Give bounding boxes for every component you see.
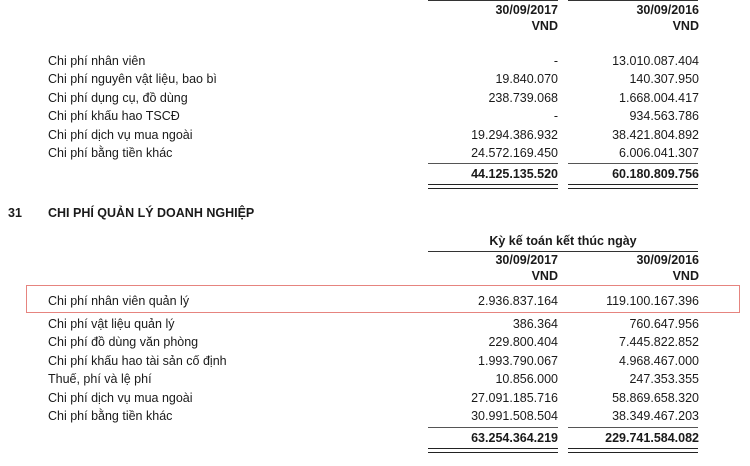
subtotal-rule-2017 — [428, 163, 558, 164]
value-2016: 13.010.087.404 — [612, 54, 699, 68]
row-label: Chi phí bằng tiền khác — [48, 409, 173, 423]
row-label: Chi phí nhân viên — [48, 54, 146, 68]
total-2016: 229.741.584.082 — [605, 431, 699, 445]
row-label: Thuế, phí và lệ phí — [48, 372, 152, 386]
period-header: Kỳ kế toán kết thúc ngày — [489, 234, 637, 248]
row-label: Chi phí nhân viên quản lý — [48, 294, 190, 308]
total-2017: 44.125.135.520 — [471, 167, 558, 181]
total-double-rule-2017 — [428, 448, 558, 453]
value-2016: 4.968.467.000 — [619, 354, 699, 368]
subtotal-rule-2017 — [428, 427, 558, 428]
section-number: 31 — [8, 206, 22, 220]
total-double-rule-2017 — [428, 184, 558, 189]
col-2017-date: 30/09/2017 — [495, 3, 558, 17]
value-2016: 38.421.804.892 — [612, 128, 699, 142]
subtotal-rule-2016 — [568, 163, 698, 164]
value-2016: 140.307.950 — [629, 72, 699, 86]
value-2017: 1.993.790.067 — [478, 354, 558, 368]
value-2016: 6.006.041.307 — [619, 146, 699, 160]
row-label: Chi phí vật liệu quản lý — [48, 317, 175, 331]
subtotal-rule-2016 — [568, 427, 698, 428]
section-title: CHI PHÍ QUẢN LÝ DOANH NGHIỆP — [48, 206, 255, 220]
value-2017: 386.364 — [512, 317, 558, 331]
row-label: Chi phí dịch vụ mua ngoài — [48, 391, 193, 405]
row-label: Chi phí bằng tiền khác — [48, 146, 173, 160]
header-rule-2017 — [428, 0, 558, 1]
value-2017: 24.572.169.450 — [471, 146, 558, 160]
value-2016: 760.647.956 — [629, 317, 699, 331]
col-2016-date: 30/09/2016 — [636, 3, 699, 17]
col-2017-unit: VND — [531, 19, 558, 33]
value-2017: - — [553, 54, 558, 68]
row-label: Chi phí khấu hao TSCĐ — [48, 109, 180, 123]
value-2016: 58.869.658.320 — [612, 391, 699, 405]
value-2017: 229.800.404 — [488, 335, 558, 349]
col-2016-unit: VND — [672, 19, 699, 33]
value-2017: 19.840.070 — [495, 72, 558, 86]
value-2017: 10.856.000 — [495, 372, 558, 386]
value-2017: - — [553, 109, 558, 123]
total-2016: 60.180.809.756 — [612, 167, 699, 181]
header-rule-2016 — [568, 0, 698, 1]
period-header-rule — [428, 251, 698, 252]
value-2017: 30.991.508.504 — [471, 409, 558, 423]
value-2016: 119.100.167.396 — [606, 294, 699, 308]
total-double-rule-2016 — [568, 448, 698, 453]
value-2016: 7.445.822.852 — [619, 335, 699, 349]
row-label: Chi phí nguyên vật liệu, bao bì — [48, 72, 217, 86]
value-2016: 247.353.355 — [629, 372, 699, 386]
col-2016-date: 30/09/2016 — [636, 253, 699, 267]
row-label: Chi phí đồ dùng văn phòng — [48, 335, 199, 349]
value-2017: 238.739.068 — [488, 91, 558, 105]
value-2017: 19.294.386.932 — [471, 128, 558, 142]
value-2017: 27.091.185.716 — [471, 391, 558, 405]
total-2017: 63.254.364.219 — [471, 431, 558, 445]
value-2017: 2.936.837.164 — [478, 294, 558, 308]
row-label: Chi phí khấu hao tài sản cố định — [48, 354, 227, 368]
col-2017-date: 30/09/2017 — [495, 253, 558, 267]
value-2016: 38.349.467.203 — [612, 409, 699, 423]
row-label: Chi phí dụng cụ, đồ dùng — [48, 91, 188, 105]
total-double-rule-2016 — [568, 184, 698, 189]
value-2016: 934.563.786 — [629, 109, 699, 123]
value-2016: 1.668.004.417 — [619, 91, 699, 105]
row-label: Chi phí dịch vụ mua ngoài — [48, 128, 193, 142]
col-2016-unit: VND — [672, 269, 699, 283]
col-2017-unit: VND — [531, 269, 558, 283]
